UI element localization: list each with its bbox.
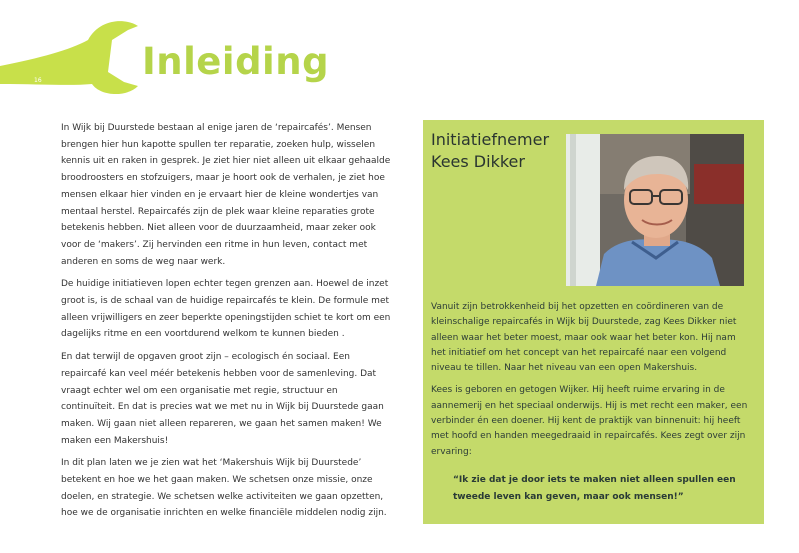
initiator-heading	[431, 129, 549, 173]
intro-paragraph: In dit plan laten we je zien wat het ‘Makershuis Wijk bij Duurstede’ betekent en hoe we het gaan maken. We schetsen onze missie, onze doelen, en strategie. We schetsen welke activiteiten we gaan opzetten, hoe we de organisatie inrichten en welke financiële middelen nodig zijn.	[61, 458, 387, 519]
intro-paragraph: En dat terwijl de opgaven groot zijn – ecologisch én sociaal. Een repaircafé kan veel méér betekenis hebben voor de samenleving. Dat vraagt echter wel om een organisatie met regie, structuur en continuïteit. En dat is precies wat we met nu in Wijk bij Duurstede gaan maken. Wij gaan niet alleen repareren, we gaan het samen maken! We maken een Makershuis!	[61, 352, 384, 446]
initiator-bio	[431, 300, 753, 467]
intro-text	[61, 120, 394, 528]
portrait-photo	[566, 134, 744, 286]
intro-paragraph: In Wijk bij Duurstede bestaan al enige jaren de ‘repaircafés’. Mensen brengen hier hun kapotte spullen ter reparatie, zoeken hulp, wisselen kennis uit en raken in gesprek. Je ziet hier niet alleen uit elkaar gehaalde broodroosters en stofzuigers, maar je hoort ook de verhalen, je ziet hoe mensen elkaar hier vinden en je ervaart hier de kleine wondertjes van mentaal herstel. Repaircafés zijn de plek waar kleine reparaties grote betekenis hebben. Niet alleen voor de duurzaamheid, maar zeker ook voor de ‘makers’. Zij hervinden een ritme in hun leven, contact met anderen en soms de weg naar werk.	[61, 123, 391, 267]
wrench-icon	[0, 0, 150, 100]
intro-paragraph: De huidige initiatieven lopen echter tegen grenzen aan. Hoewel de inzet groot is, is de schaal van de huidige repaircafés te klein. De formule met alleen vrijwilligers en zeer beperkte openingstijden schiet te kort om een dagelijks ritme en een voortdurend welkom te kunnen bieden .	[61, 279, 391, 340]
bio-paragraph: Kees is geboren en getogen Wijker. Hij heeft ruime ervaring in de aannemerij en het speciaal onderwijs. Hij is met recht een maker, een verbinder én een doener. Hij kent de praktijk van binnenuit: hij heeft met hoofd en handen meegedraaid in repaircafés. Kees zegt over zijn ervaring:	[431, 385, 748, 457]
initiator-panel	[423, 120, 764, 524]
page-title: Inleiding	[142, 40, 330, 83]
page-number: 16	[34, 77, 42, 84]
initiator-heading-role: Initiatiefnemer	[431, 130, 550, 149]
initiator-quote: “Ik zie dat je door iets te maken niet alleen spullen een tweede leven kan geven, maar ook mensen!”	[453, 475, 736, 502]
bio-paragraph: Vanuit zijn betrokkenheid bij het opzetten en coördineren van de kleinschalige repaircafés in Wijk bij Duurstede, zag Kees Dikker niet alleen waar het beter moest, maar ook waar het beter kon. Hij nam het initiatief om het concept van het repaircafé naar een volgend niveau te tillen. Naar het niveau van een open Makershuis.	[431, 302, 737, 374]
initiator-heading-name: Kees Dikker	[431, 152, 525, 171]
